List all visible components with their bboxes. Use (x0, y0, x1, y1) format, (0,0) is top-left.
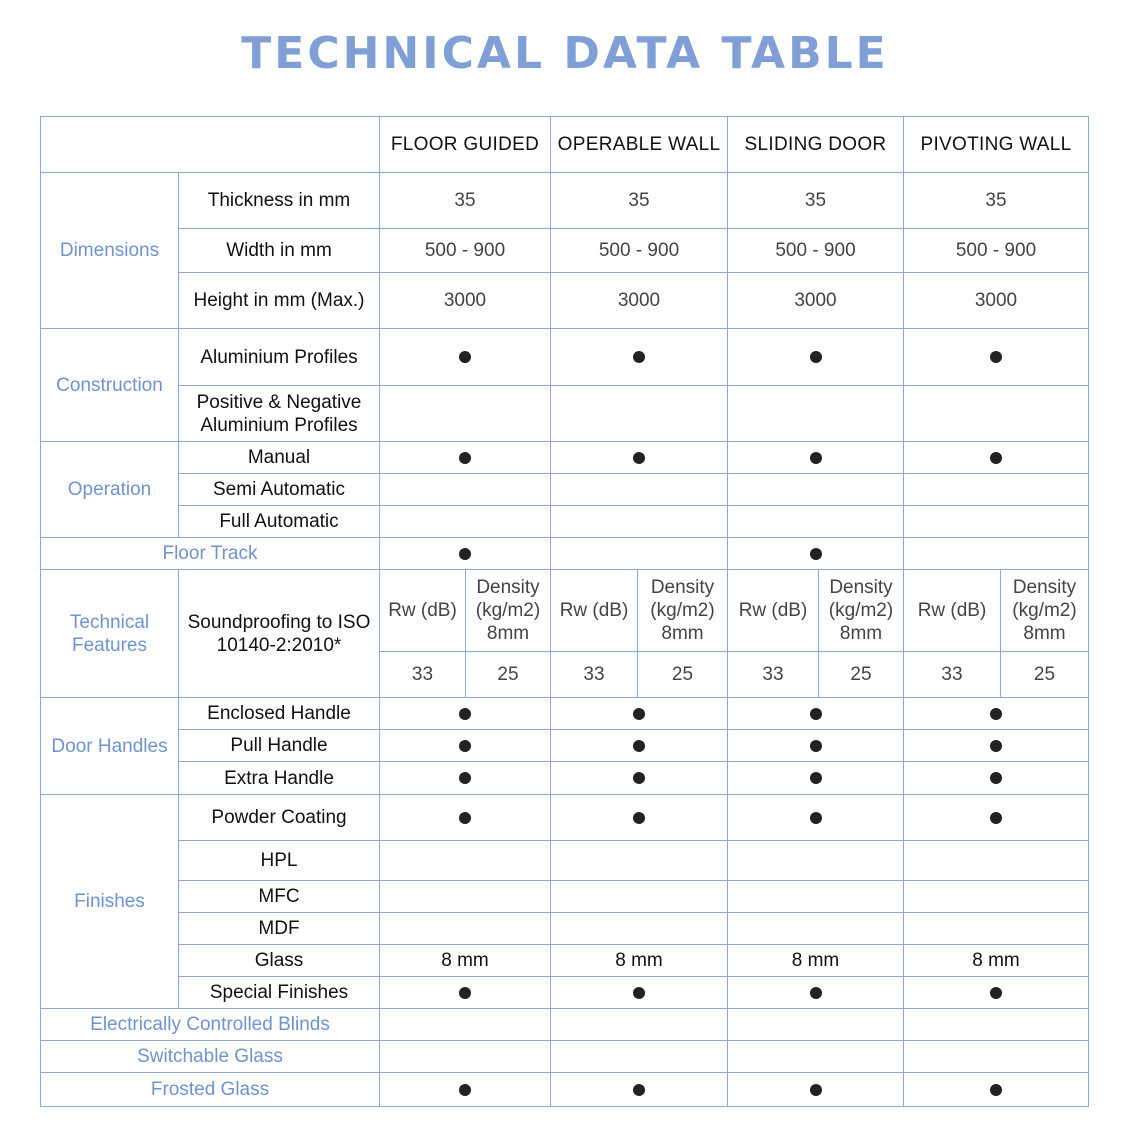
bullet-dot-icon (459, 351, 471, 363)
density-value-1: 25 (465, 651, 551, 698)
mfc-mark-3 (727, 880, 904, 913)
special-finishes-mark-4 (903, 976, 1089, 1009)
manual-mark-1 (379, 441, 551, 474)
height-value-2: 3000 (550, 272, 728, 329)
density-header-2: Density (kg/m2) 8mm (637, 569, 728, 652)
row-label-positive-negative: Positive & Negative Aluminium Profiles (178, 385, 380, 442)
manual-mark-3 (727, 441, 904, 474)
bullet-dot-icon (633, 351, 645, 363)
powder-coating-mark-2 (550, 794, 728, 841)
switchable-glass-mark-2 (550, 1040, 728, 1073)
floor-track-mark-1 (379, 537, 551, 570)
row-label-width: Width in mm (178, 228, 380, 273)
frosted-glass-mark-2 (550, 1072, 728, 1107)
thickness-value-3: 35 (727, 172, 904, 229)
hpl-mark-2 (550, 840, 728, 881)
row-label-full-automatic: Full Automatic (178, 505, 380, 538)
row-label-hpl: HPL (178, 840, 380, 881)
density-value-3: 25 (818, 651, 904, 698)
powder-coating-mark-3 (727, 794, 904, 841)
rw-value-4: 33 (903, 651, 1001, 698)
height-value-1: 3000 (379, 272, 551, 329)
row-label-height: Height in mm (Max.) (178, 272, 380, 329)
rw-value-1: 33 (379, 651, 466, 698)
row-label-semi-automatic: Semi Automatic (178, 473, 380, 506)
bullet-dot-icon (810, 1084, 822, 1096)
bullet-dot-icon (633, 740, 645, 752)
special-finishes-mark-3 (727, 976, 904, 1009)
bullet-dot-icon (459, 708, 471, 720)
category-operation: Operation (40, 441, 179, 538)
thickness-value-1: 35 (379, 172, 551, 229)
width-value-1: 500 - 900 (379, 228, 551, 273)
thickness-value-4: 35 (903, 172, 1089, 229)
extra-handle-mark-4 (903, 761, 1089, 795)
positive-negative-mark-2 (550, 385, 728, 442)
bullet-dot-icon (990, 1084, 1002, 1096)
bullet-dot-icon (633, 987, 645, 999)
mfc-mark-2 (550, 880, 728, 913)
blinds-mark-3 (727, 1008, 904, 1041)
rw-value-3: 33 (727, 651, 819, 698)
glass-value-1: 8 mm (379, 944, 551, 977)
column-header-3: SLIDING DOOR (727, 116, 904, 173)
category-switchable-glass: Switchable Glass (40, 1040, 380, 1073)
special-finishes-mark-2 (550, 976, 728, 1009)
semi-automatic-mark-2 (550, 473, 728, 506)
bullet-dot-icon (810, 740, 822, 752)
bullet-dot-icon (810, 812, 822, 824)
column-header-1: FLOOR GUIDED (379, 116, 551, 173)
extra-handle-mark-1 (379, 761, 551, 795)
powder-coating-mark-4 (903, 794, 1089, 841)
bullet-dot-icon (459, 1084, 471, 1096)
category-finishes: Finishes (40, 794, 179, 1009)
width-value-4: 500 - 900 (903, 228, 1089, 273)
floor-track-mark-3 (727, 537, 904, 570)
bullet-dot-icon (810, 772, 822, 784)
category-blinds: Electrically Controlled Blinds (40, 1008, 380, 1041)
bullet-dot-icon (459, 740, 471, 752)
row-label-pull-handle: Pull Handle (178, 729, 380, 762)
semi-automatic-mark-4 (903, 473, 1089, 506)
floor-track-mark-2 (550, 537, 728, 570)
semi-automatic-mark-1 (379, 473, 551, 506)
height-value-4: 3000 (903, 272, 1089, 329)
bullet-dot-icon (459, 987, 471, 999)
positive-negative-mark-1 (379, 385, 551, 442)
mdf-mark-3 (727, 912, 904, 945)
bullet-dot-icon (633, 772, 645, 784)
rw-header-4: Rw (dB) (903, 569, 1001, 652)
rw-header-3: Rw (dB) (727, 569, 819, 652)
category-floor-track: Floor Track (40, 537, 380, 570)
manual-mark-2 (550, 441, 728, 474)
bullet-dot-icon (633, 812, 645, 824)
category-frosted-glass: Frosted Glass (40, 1072, 380, 1107)
bullet-dot-icon (990, 708, 1002, 720)
rw-value-2: 33 (550, 651, 638, 698)
full-automatic-mark-1 (379, 505, 551, 538)
category-technical-features: Technical Features (40, 569, 179, 698)
bullet-dot-icon (810, 987, 822, 999)
powder-coating-mark-1 (379, 794, 551, 841)
bullet-dot-icon (810, 351, 822, 363)
density-header-3: Density (kg/m2) 8mm (818, 569, 904, 652)
density-value-4: 25 (1000, 651, 1089, 698)
bullet-dot-icon (633, 1084, 645, 1096)
bullet-dot-icon (459, 812, 471, 824)
row-label-special-finishes: Special Finishes (178, 976, 380, 1009)
density-value-2: 25 (637, 651, 728, 698)
mfc-mark-1 (379, 880, 551, 913)
thickness-value-2: 35 (550, 172, 728, 229)
pull-handle-mark-2 (550, 729, 728, 762)
switchable-glass-mark-3 (727, 1040, 904, 1073)
row-label-extra-handle: Extra Handle (178, 761, 380, 795)
pull-handle-mark-4 (903, 729, 1089, 762)
row-label-soundproofing: Soundproofing to ISO 10140-2:2010* (178, 569, 380, 698)
special-finishes-mark-1 (379, 976, 551, 1009)
switchable-glass-mark-1 (379, 1040, 551, 1073)
mdf-mark-2 (550, 912, 728, 945)
switchable-glass-mark-4 (903, 1040, 1089, 1073)
category-door-handles: Door Handles (40, 697, 179, 795)
aluminium-mark-3 (727, 328, 904, 386)
frosted-glass-mark-1 (379, 1072, 551, 1107)
rw-header-2: Rw (dB) (550, 569, 638, 652)
bullet-dot-icon (990, 812, 1002, 824)
row-label-powder-coating: Powder Coating (178, 794, 380, 841)
mdf-mark-1 (379, 912, 551, 945)
glass-value-4: 8 mm (903, 944, 1089, 977)
mfc-mark-4 (903, 880, 1089, 913)
column-header-2: OPERABLE WALL (550, 116, 728, 173)
pull-handle-mark-3 (727, 729, 904, 762)
row-label-manual: Manual (178, 441, 380, 474)
width-value-2: 500 - 900 (550, 228, 728, 273)
extra-handle-mark-3 (727, 761, 904, 795)
bullet-dot-icon (990, 740, 1002, 752)
bullet-dot-icon (990, 772, 1002, 784)
header-corner (40, 116, 380, 173)
row-label-mfc: MFC (178, 880, 380, 913)
row-label-glass: Glass (178, 944, 380, 977)
blinds-mark-2 (550, 1008, 728, 1041)
full-automatic-mark-2 (550, 505, 728, 538)
bullet-dot-icon (810, 708, 822, 720)
hpl-mark-4 (903, 840, 1089, 881)
enclosed-handle-mark-2 (550, 697, 728, 730)
glass-value-2: 8 mm (550, 944, 728, 977)
bullet-dot-icon (990, 452, 1002, 464)
row-label-thickness: Thickness in mm (178, 172, 380, 229)
height-value-3: 3000 (727, 272, 904, 329)
bullet-dot-icon (810, 452, 822, 464)
hpl-mark-1 (379, 840, 551, 881)
rw-header-1: Rw (dB) (379, 569, 466, 652)
row-label-enclosed-handle: Enclosed Handle (178, 697, 380, 730)
bullet-dot-icon (633, 452, 645, 464)
aluminium-mark-1 (379, 328, 551, 386)
full-automatic-mark-3 (727, 505, 904, 538)
glass-value-3: 8 mm (727, 944, 904, 977)
bullet-dot-icon (459, 548, 471, 560)
aluminium-mark-2 (550, 328, 728, 386)
aluminium-mark-4 (903, 328, 1089, 386)
floor-track-mark-4 (903, 537, 1089, 570)
positive-negative-mark-4 (903, 385, 1089, 442)
category-dimensions: Dimensions (40, 172, 179, 329)
row-label-aluminium: Aluminium Profiles (178, 328, 380, 386)
bullet-dot-icon (459, 452, 471, 464)
bullet-dot-icon (990, 987, 1002, 999)
density-header-4: Density (kg/m2) 8mm (1000, 569, 1089, 652)
positive-negative-mark-3 (727, 385, 904, 442)
width-value-3: 500 - 900 (727, 228, 904, 273)
bullet-dot-icon (633, 708, 645, 720)
extra-handle-mark-2 (550, 761, 728, 795)
bullet-dot-icon (459, 772, 471, 784)
pull-handle-mark-1 (379, 729, 551, 762)
full-automatic-mark-4 (903, 505, 1089, 538)
frosted-glass-mark-4 (903, 1072, 1089, 1107)
column-header-4: PIVOTING WALL (903, 116, 1089, 173)
enclosed-handle-mark-3 (727, 697, 904, 730)
enclosed-handle-mark-1 (379, 697, 551, 730)
row-label-mdf: MDF (178, 912, 380, 945)
density-header-1: Density (kg/m2) 8mm (465, 569, 551, 652)
category-construction: Construction (40, 328, 179, 442)
bullet-dot-icon (810, 548, 822, 560)
bullet-dot-icon (990, 351, 1002, 363)
blinds-mark-1 (379, 1008, 551, 1041)
frosted-glass-mark-3 (727, 1072, 904, 1107)
hpl-mark-3 (727, 840, 904, 881)
blinds-mark-4 (903, 1008, 1089, 1041)
mdf-mark-4 (903, 912, 1089, 945)
enclosed-handle-mark-4 (903, 697, 1089, 730)
manual-mark-4 (903, 441, 1089, 474)
page-title: TECHNICAL DATA TABLE (241, 28, 889, 79)
semi-automatic-mark-3 (727, 473, 904, 506)
